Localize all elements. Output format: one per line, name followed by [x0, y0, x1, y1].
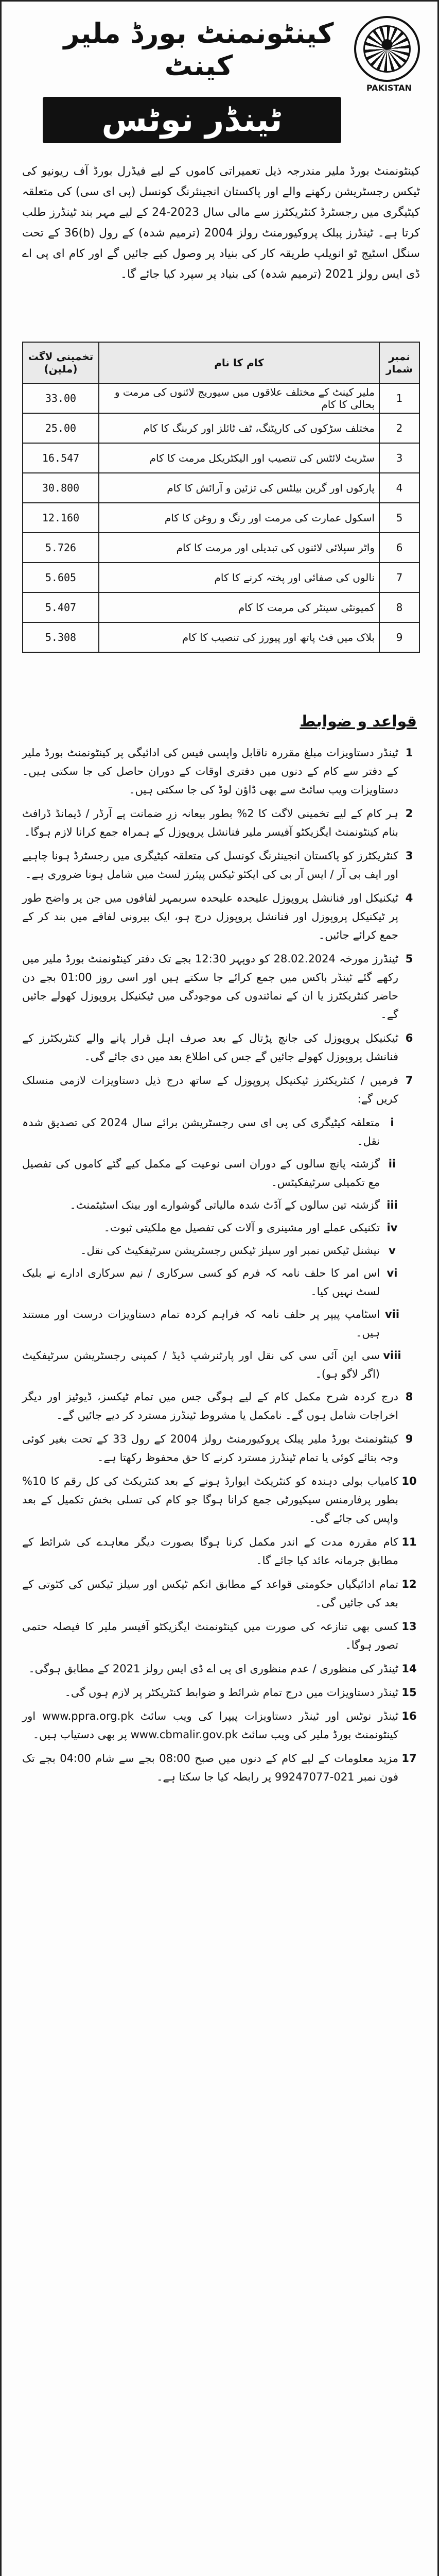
cell-work: کمیونٹی سینٹر کی مرمت کا کام: [99, 592, 379, 622]
cell-cost: 25.00: [23, 413, 99, 443]
clause-block: [22, 1575, 420, 1612]
cell-work: بلاک میں فٹ پاتھ اور پیورز کی تنصیب کا کام: [99, 622, 379, 652]
header-work: کام کا نام: [99, 342, 379, 383]
sub-clause: [22, 1218, 405, 1237]
sub-clause-text: اسٹامپ پیپر پر حلف نامہ کہ فراہم کردہ تمام دستاویزات درست اور مستند ہیں۔: [22, 1308, 380, 1339]
clause: [22, 1575, 420, 1612]
clause-number: 13: [401, 1620, 417, 1633]
sub-clause-number: iii: [387, 1199, 398, 1211]
clause-block: [22, 743, 420, 799]
header-sr: نمبر شمار: [379, 342, 419, 383]
rules-heading: قواعد و ضوابط: [300, 713, 417, 731]
clause: [22, 804, 420, 841]
sub-clause-text: اس امر کا حلف نامہ کہ فرم کو کسی سرکاری / نیم سرکاری ادارے نے بلیک لسٹ نہیں کیا۔: [22, 1267, 380, 1298]
clause-text: ٹیکنیکل اور فنانشل پروپوزل علیحدہ علیحدہ سربمہر لفافوں میں جن پر واضح طور پر ٹیکنیکل پروپوزل اور فنانشل پروپوزل درج ہو، ایک بیرونی لفافے میں بند کر کے جمع کرائے جائیں۔: [22, 892, 398, 941]
clause-block: [22, 1071, 420, 1383]
cell-work: ملیر کینٹ کے مختلف علاقوں میں سیوریج لائنوں کی مرمت و بحالی کا کام: [99, 383, 379, 413]
notice-header: [2, 2, 439, 156]
clause-number: 11: [401, 1536, 417, 1548]
clauses-list: [22, 743, 420, 1791]
sub-clause-number: iv: [387, 1222, 398, 1234]
clause-text: کامیاب بولی دہندہ کو کنٹریکٹ ایوارڈ ہونے کے بعد کنٹریکٹ کی کل رقم کا 10% بطور پرفارمنس سیکیورٹی جمع کرانا ہوگا جو کام کی تسلی بخش تکمیل کے بعد واپس کی جائے گی۔: [22, 1475, 398, 1524]
clause-block: [22, 1683, 420, 1702]
cell-cost: 30.800: [23, 473, 99, 503]
sub-clause-number: v: [389, 1244, 396, 1257]
clause-block: [22, 1029, 420, 1066]
cell-sr: 9: [379, 622, 419, 652]
clause-text: ٹینڈر نوٹس اور ٹینڈر دستاویزات پیپرا کی ویب سائٹ www.ppra.org.pk اور کینٹونمنٹ بورڈ ملیر کی ویب سائٹ www.cbmalir.gov.pk پر بھی دستیاب ہیں۔: [22, 1710, 398, 1741]
clause: [22, 1707, 420, 1744]
clause-number: 8: [405, 1391, 413, 1403]
sub-clause-text: گزشتہ پانچ سالوں کے دوران اسی نوعیت کے مکمل کیے گئے کاموں کی تفصیل مع تکمیلی سرٹیفکیٹس۔: [22, 1158, 380, 1189]
clause-block: [22, 1430, 420, 1467]
clause: [22, 743, 420, 799]
works-table-row: [23, 592, 419, 622]
clause-number: 14: [401, 1663, 417, 1675]
clause-text: کینٹونمنٹ بورڈ ملیر پبلک پروکیورمنٹ رولز 2004 کے رول 33 کے تحت بغیر کوئی وجہ بتائے کوئی یا تمام ٹینڈرز مسترد کرنے کا حق محفوظ رکھتا ہے۔: [22, 1433, 398, 1464]
sub-clause-text: سی این آئی سی کی نقل اور پارٹنرشپ ڈیڈ / کمپنی رجسٹریشن سرٹیفکیٹ (اگر لاگو ہو)۔: [22, 1349, 380, 1380]
clause-block: [22, 1617, 420, 1654]
cell-work: اسکول عمارت کی مرمت اور رنگ و روغن کا کام: [99, 503, 379, 533]
clause-text: ٹینڈرز مورخہ 28.02.2024 کو دوپہر 12:30 بجے تک دفتر کینٹونمنٹ بورڈ ملیر میں رکھے گئے ٹینڈر باکس میں جمع کرائے جا سکتے ہیں اور اسی روز 01:00 بجے دن حاضر کنٹریکٹرز یا ان کے نمائندوں کی موجودگی میں ٹیکنیکل پروپوزل کھولے جائیں گے۔: [22, 953, 398, 1021]
cell-work: مختلف سڑکوں کی کارپٹنگ، ٹف ٹائلز اور کربنگ کا کام: [99, 413, 379, 443]
cell-work: سٹریٹ لائٹس کی تنصیب اور الیکٹریکل مرمت کا کام: [99, 443, 379, 473]
clause: [22, 1071, 420, 1108]
sub-clause: [22, 1155, 405, 1192]
cell-sr: 5: [379, 503, 419, 533]
clause-text: کسی بھی تنازعہ کی صورت میں کینٹونمنٹ ایگزیکٹو آفیسر ملیر کا فیصلہ حتمی تصور ہوگا۔: [22, 1620, 398, 1651]
clause-number: 15: [401, 1686, 417, 1699]
works-table-row: [23, 473, 419, 503]
clause-text: ٹینڈر دستاویزات مبلغ مقررہ ناقابل واپسی فیس کی ادائیگی پر کینٹونمنٹ بورڈ ملیر کے دفتر سے کام کے دنوں میں دفتری اوقات کے دوران حاصل کی جا سکتی ہیں۔ دستاویزات ویب سائٹ سے بھی ڈاؤن لوڈ کی جا سکتی ہیں۔: [22, 747, 398, 796]
cantonment-board-logo: [354, 16, 420, 82]
cell-cost: 5.407: [23, 592, 99, 622]
works-table-row: [23, 622, 419, 652]
cell-sr: 4: [379, 473, 419, 503]
works-table-row: [23, 413, 419, 443]
clause-block: [22, 950, 420, 1024]
clause-number: 12: [401, 1578, 417, 1590]
works-table-row: [23, 383, 419, 413]
cell-sr: 3: [379, 443, 419, 473]
sub-clause: [22, 1264, 405, 1301]
sub-clause-number: i: [390, 1116, 394, 1129]
cell-cost: 16.547: [23, 443, 99, 473]
clause-number: 2: [405, 807, 413, 820]
sub-clause: [22, 1346, 405, 1383]
cell-cost: 33.00: [23, 383, 99, 413]
clause-text: ٹینڈر دستاویزات میں درج تمام شرائط و ضوابط کنٹریکٹر پر لازم ہوں گی۔: [64, 1686, 398, 1699]
cell-sr: 7: [379, 563, 419, 592]
clause-block: [22, 846, 420, 884]
cell-sr: 6: [379, 533, 419, 563]
works-table-row: [23, 503, 419, 533]
clause: [22, 1683, 420, 1702]
clause: [22, 1472, 420, 1528]
works-table-row: [23, 533, 419, 563]
clause: [22, 950, 420, 1024]
cell-sr: 1: [379, 383, 419, 413]
clause-number: 9: [405, 1433, 413, 1445]
cell-work: پارکوں اور گرین بیلٹس کی تزئین و آرائش کا کام: [99, 473, 379, 503]
cell-cost: 5.726: [23, 533, 99, 563]
cell-cost: 5.308: [23, 622, 99, 652]
sub-clause-text: گزشتہ تین سالوں کے آڈٹ شدہ مالیاتی گوشوارے اور بینک اسٹیٹمنٹ۔: [69, 1199, 380, 1211]
crest-emblem: [363, 25, 411, 73]
sub-clause-text: متعلقہ کیٹیگری کی پی ای سی رجسٹریشن برائے سال 2024 کی تصدیق شدہ نقل۔: [22, 1116, 380, 1147]
sub-clause-text: تکنیکی عملے اور مشینری و آلات کی تفصیل مع ملکیتی ثبوت۔: [103, 1222, 380, 1234]
sub-clause-number: vii: [384, 1308, 400, 1320]
clause-block: [22, 1749, 420, 1786]
clause-block: [22, 1387, 420, 1425]
clause-text: ٹینڈر کی منظوری / عدم منظوری ای پی اے ڈی ایس رولز 2021 کے مطابق ہوگی۔: [28, 1663, 398, 1675]
clause-number: 3: [405, 850, 413, 862]
clause: [22, 1430, 420, 1467]
sub-clause: [22, 1113, 405, 1150]
clause: [22, 889, 420, 944]
header-cost: تخمینی لاگت (ملین): [23, 342, 99, 383]
cell-sr: 2: [379, 413, 419, 443]
clause: [22, 1749, 420, 1786]
cell-cost: 12.160: [23, 503, 99, 533]
clause-number: 5: [405, 953, 413, 965]
clause-block: [22, 1659, 420, 1678]
clause: [22, 1387, 420, 1425]
clause-block: [22, 889, 420, 944]
clause-text: کام مقررہ مدت کے اندر مکمل کرنا ہوگا بصورت دیگر معاہدے کی شرائط کے مطابق جرمانہ عائد کیا جائے گا۔: [22, 1536, 398, 1567]
logo-caption: PAKISTAN: [366, 83, 412, 93]
sub-clause-number: ii: [388, 1158, 396, 1170]
sub-clause-number: viii: [383, 1349, 401, 1362]
works-table-row: [23, 443, 419, 473]
cell-work: نالوں کی صفائی اور پختہ کرنے کا کام: [99, 563, 379, 592]
clause-block: [22, 1707, 420, 1744]
cell-sr: 8: [379, 592, 419, 622]
cell-work: واٹر سپلائی لائنوں کی تبدیلی اور مرمت کا کام: [99, 533, 379, 563]
clause-number: 10: [401, 1475, 417, 1487]
clause: [22, 1533, 420, 1570]
sub-clause: [22, 1241, 405, 1260]
clause-block: [22, 1533, 420, 1570]
clause-text: فرمیں / کنٹریکٹرز ٹیکنیکل پروپوزل کے ساتھ درج ذیل دستاویزات لازمی منسلک کریں گے:: [22, 1074, 398, 1105]
clause-number: 4: [405, 892, 413, 904]
notice-banner: ٹینڈر نوٹس: [43, 97, 341, 143]
clause-text: مزید معلومات کے لیے کام کے دنوں میں صبح 08:00 بجے سے شام 04:00 بجے تک فون نمبر 021-99247077 پر رابطہ کیا جا سکتا ہے۔: [22, 1752, 398, 1783]
clause-text: تمام ادائیگیاں حکومتی قواعد کے مطابق انکم ٹیکس اور سیلز ٹیکس کی کٹوتی کے بعد کی جائیں گی۔: [22, 1578, 398, 1609]
organization-title: کینٹونمنٹ بورڈ ملیر کینٹ: [63, 17, 334, 82]
clause-text: کنٹریکٹرز کو پاکستان انجینئرنگ کونسل کی متعلقہ کیٹیگری میں رجسٹرڈ ہونا چاہیے اور ایف بی آر / ایس آر بی کی ایکٹو ٹیکس پیئرز لسٹ میں شامل ہونا ضروری ہے۔: [22, 850, 398, 880]
sub-clause: [22, 1196, 405, 1214]
sub-clause-text: نیشنل ٹیکس نمبر اور سیلز ٹیکس رجسٹریشن سرٹیفکیٹ کی نقل۔: [80, 1244, 380, 1257]
works-table: [22, 342, 420, 653]
sub-clause-number: vi: [387, 1267, 398, 1279]
clause-number: 17: [401, 1752, 417, 1765]
clause: [22, 1659, 420, 1678]
clause-number: 1: [405, 747, 413, 759]
sub-clause: [22, 1305, 405, 1342]
clause: [22, 1617, 420, 1654]
clause-number: 7: [405, 1074, 413, 1087]
clause-block: [22, 1472, 420, 1528]
clause-text: درج کردہ شرح مکمل کام کے لیے ہوگی جس میں تمام ٹیکسز، ڈیوٹیز اور دیگر اخراجات شامل ہوں گے۔ نامکمل یا مشروط ٹینڈرز مسترد کر دیے جائیں گے۔: [22, 1391, 398, 1421]
clause-number: 16: [401, 1710, 417, 1722]
clause: [22, 1029, 420, 1066]
works-table-row: [23, 563, 419, 592]
clause: [22, 846, 420, 884]
clause-number: 6: [405, 1032, 413, 1044]
works-table-header: [23, 342, 419, 383]
cell-cost: 5.605: [23, 563, 99, 592]
clause-text: ہر کام کے لیے تخمینی لاگت کا 2% بطور بیعانہ زرِ ضمانت پے آرڈر / ڈیمانڈ ڈرافٹ بنام کینٹونمنٹ ایگزیکٹو آفیسر ملیر فنانشل پروپوزل کے ہمراہ جمع کرانا لازم ہوگا۔: [22, 807, 398, 838]
clause-block: [22, 804, 420, 841]
intro-paragraph: کینٹونمنٹ بورڈ ملیر مندرجہ ذیل تعمیراتی کاموں کے لیے فیڈرل بورڈ آف ریونیو کی ٹیکس رجسٹریشن رکھنے والے اور پاکستان انجینئرنگ کونسل (پی ای سی) کی متعلقہ کیٹیگری میں رجسٹرڈ کنٹریکٹرز سے مالی سال 2023-24 کے لیے مہر بند ٹینڈرز طلب کرتا ہے۔ ٹینڈرز پبلک پروکیورمنٹ رولز 2004 (ترمیم شدہ) کے رول (b)36 کے تحت سنگل اسٹیج ٹو انویلپ طریقہ کار کی بنیاد پر وصول کیے جائیں گے اور کام ای پی اے ڈی ایس رولز 2021 (ترمیم شدہ) کی بنیاد پر سپرد کیا جائے گا۔: [22, 165, 420, 281]
clause-text: ٹیکنیکل پروپوزل کی جانچ پڑتال کے بعد صرف اہل قرار پانے والے کنٹریکٹرز کے فنانشل پروپوزل کھولے جائیں گے جس کی اطلاع بعد میں دی جائے گی۔: [22, 1032, 398, 1063]
